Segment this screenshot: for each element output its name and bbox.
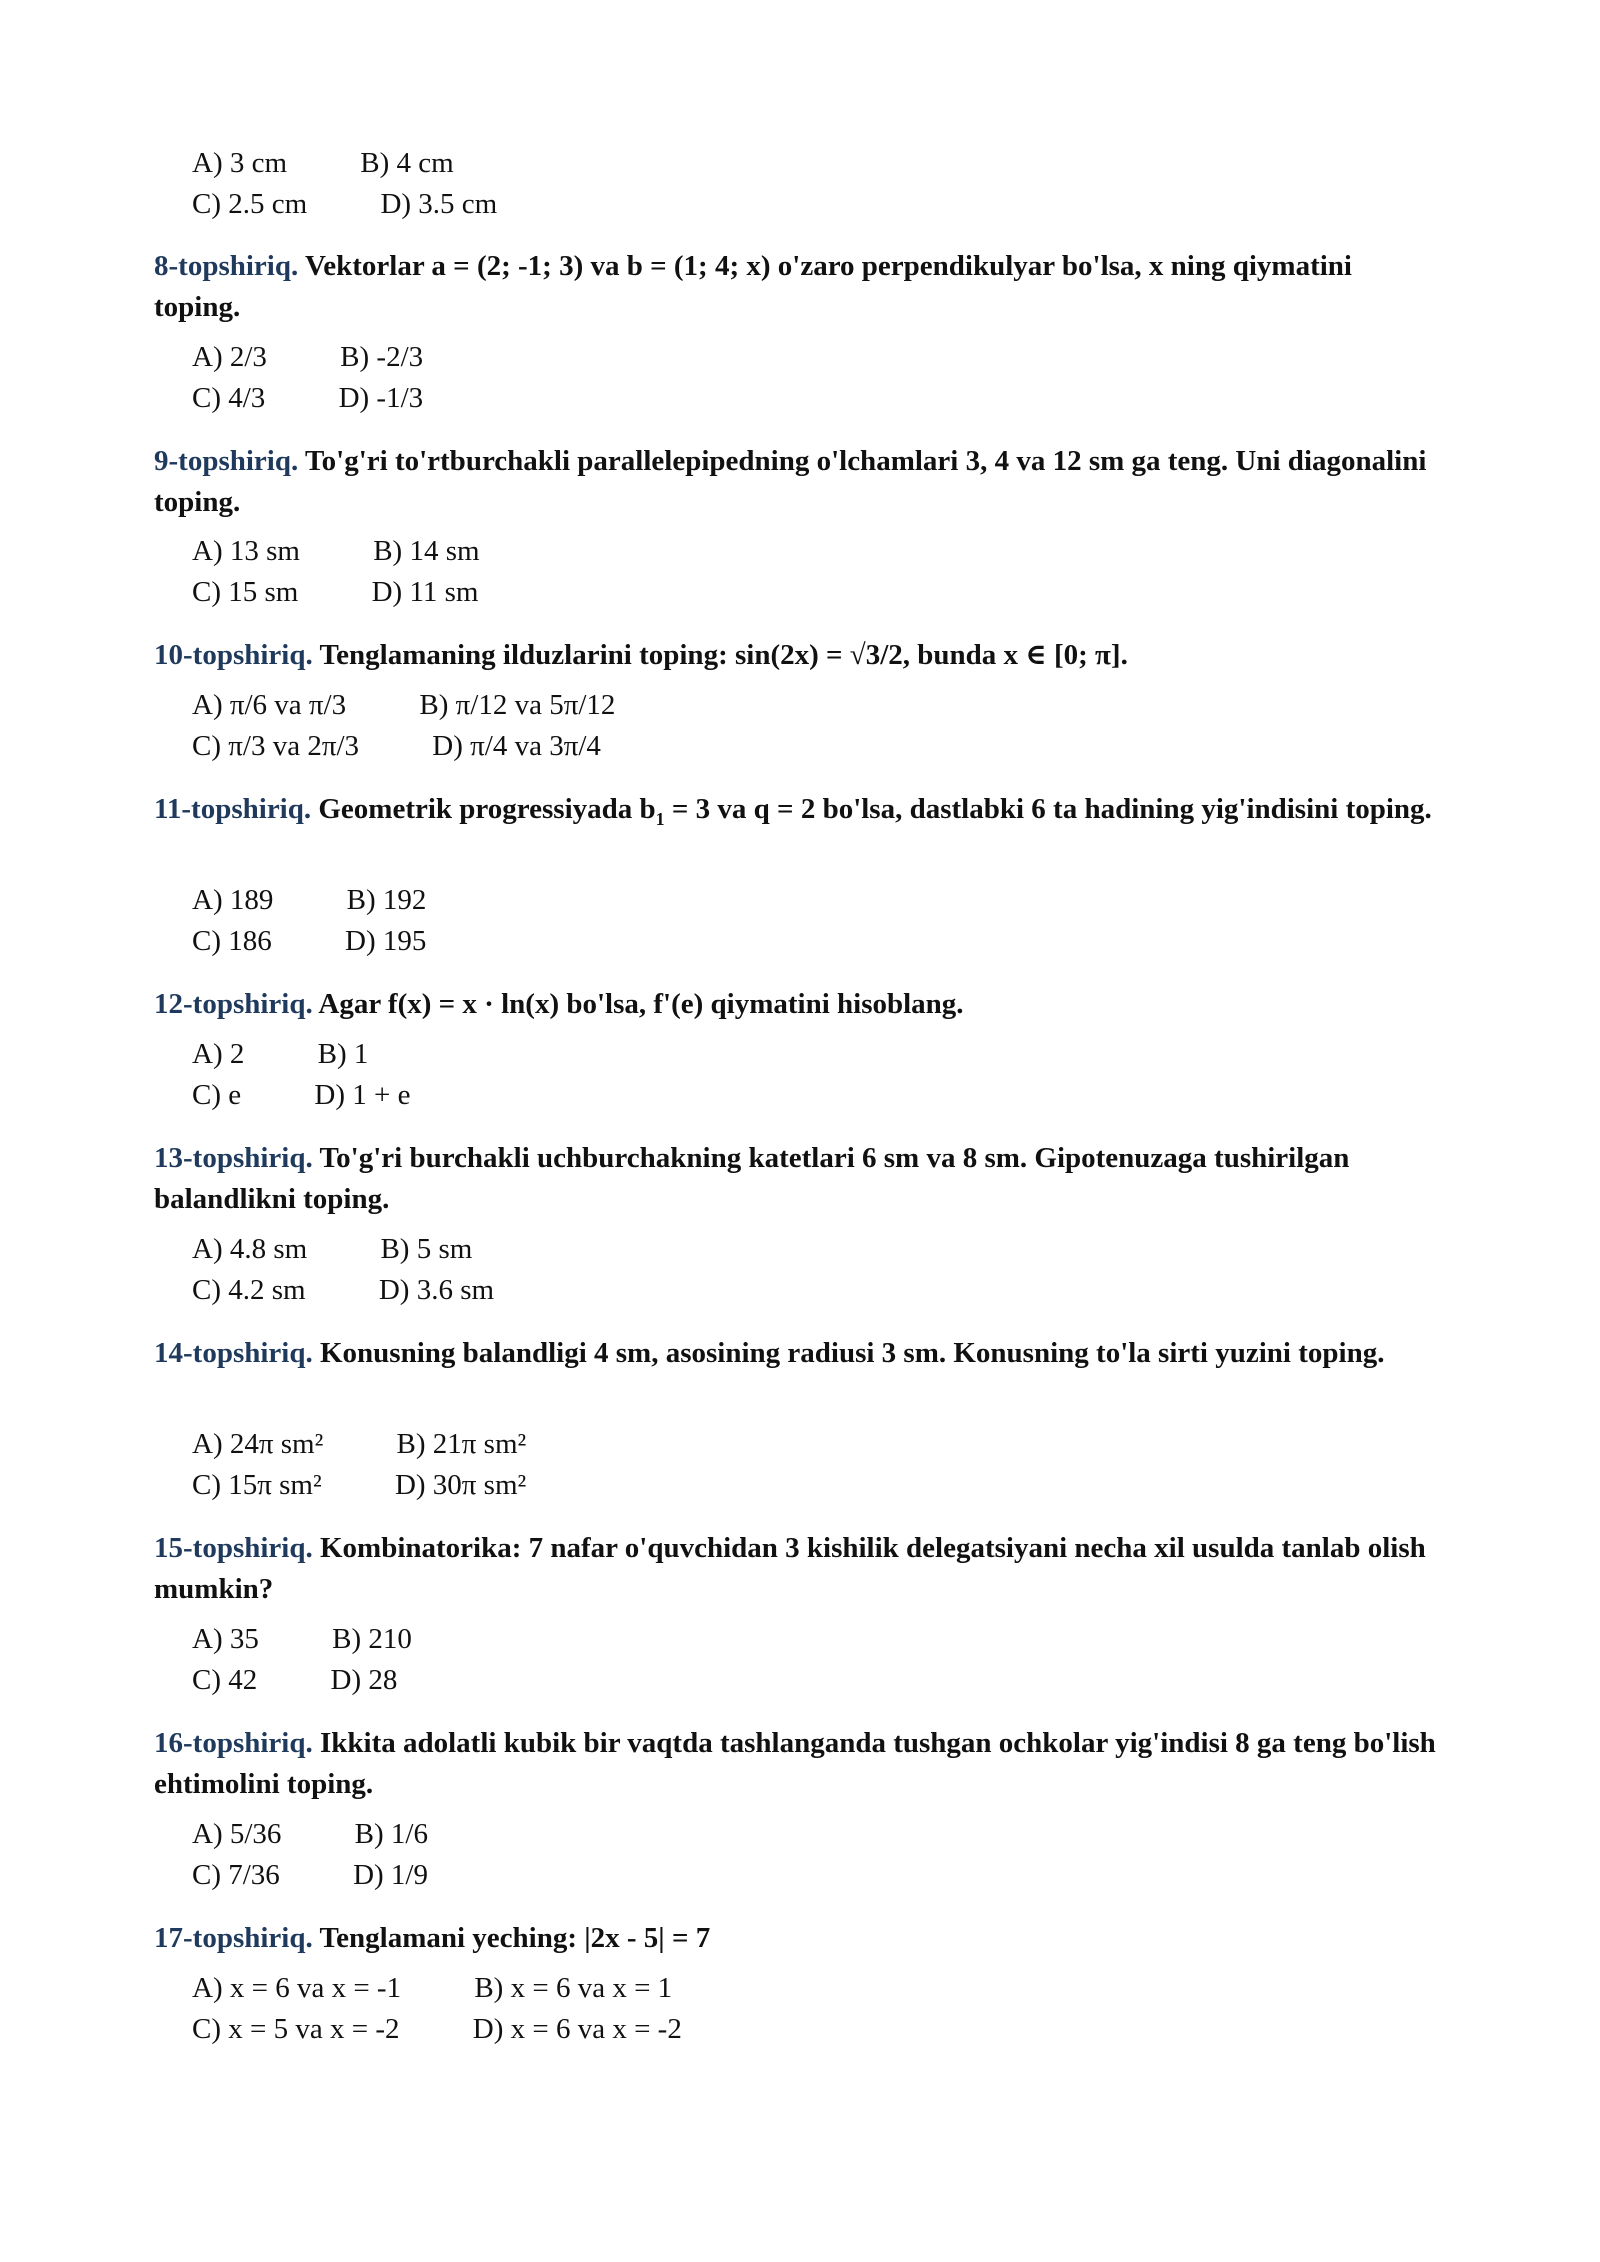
option-c: C) 2.5 cm [192, 188, 308, 220]
option-b: B) 14 sm [373, 535, 480, 567]
options-row-2 [192, 1660, 412, 1701]
task-9-options [192, 531, 480, 613]
option-a: A) 4.8 sm [192, 1233, 308, 1265]
task-17-options [192, 1968, 682, 2050]
options-row-2 [192, 184, 497, 225]
task-15-question [154, 1528, 1444, 1610]
option-b: B) 192 [346, 884, 427, 916]
task-number: 10-topshiriq. [154, 639, 313, 671]
task-number: 12-topshiriq. [154, 988, 313, 1020]
task-text: To'g'ri burchakli uchburchakning katetlari 6 sm va 8 sm. Gipotenuzaga tushirilgan balandlikni toping. [154, 1142, 1350, 1215]
options-row-1 [192, 880, 426, 921]
task-11-question [154, 789, 1444, 830]
task-12-options [192, 1034, 410, 1116]
options-row-1 [192, 1968, 682, 2009]
task-number: 13-topshiriq. [154, 1142, 313, 1174]
option-d: D) 1/9 [353, 1859, 428, 1891]
task-number: 8-topshiriq. [154, 250, 299, 282]
task-number: 11-topshiriq. [154, 793, 312, 825]
option-c: C) 4.2 sm [192, 1274, 306, 1306]
options-row-2 [192, 1855, 428, 1896]
options-row-1 [192, 143, 497, 184]
option-a: A) 2 [192, 1038, 245, 1070]
option-c: C) 186 [192, 925, 272, 957]
task-13-options [192, 1229, 494, 1311]
option-a: A) 3 cm [192, 147, 288, 179]
task-number: 14-topshiriq. [154, 1337, 313, 1369]
task-14-question [154, 1333, 1444, 1374]
task-8-options [192, 337, 423, 419]
option-b: B) π/12 va 5π/12 [419, 689, 616, 721]
task-12-question [154, 984, 1444, 1025]
option-b: B) 5 sm [380, 1233, 473, 1265]
option-b: B) -2/3 [340, 341, 424, 373]
option-d: D) π/4 va 3π/4 [432, 730, 601, 762]
options-row-1 [192, 1424, 526, 1465]
option-d: D) x = 6 va x = -2 [472, 2013, 682, 2045]
options-row-2 [192, 1465, 526, 1506]
option-b: B) 4 cm [360, 147, 454, 179]
option-c: C) 7/36 [192, 1859, 280, 1891]
option-b: B) 1/6 [354, 1818, 428, 1850]
task-text: Kombinatorika: 7 nafar o'quvchidan 3 kishilik delegatsiyani necha xil usulda tanlab olish mumkin? [154, 1532, 1426, 1605]
task-16-options [192, 1814, 428, 1896]
options-row-1 [192, 1814, 428, 1855]
option-a: A) π/6 va π/3 [192, 689, 347, 721]
options-row-2 [192, 726, 615, 767]
options-row-2 [192, 921, 426, 962]
options-row-1 [192, 685, 615, 726]
options-row-2 [192, 1270, 494, 1311]
task-number: 16-topshiriq. [154, 1727, 313, 1759]
option-c: C) 15π sm² [192, 1469, 322, 1501]
task-text: Agar f(x) = x · ln(x) bo'lsa, f'(e) qiymatini hisoblang. [318, 988, 964, 1020]
task-8-question [154, 246, 1444, 328]
task-text [318, 793, 1432, 829]
option-a: A) 13 sm [192, 535, 300, 567]
option-c: C) π/3 va 2π/3 [192, 730, 360, 762]
task-number: 9-topshiriq. [154, 445, 299, 477]
option-c: C) e [192, 1079, 242, 1111]
option-b: B) 1 [317, 1038, 369, 1070]
option-b: B) 21π sm² [396, 1428, 527, 1460]
option-a: A) 189 [192, 884, 274, 916]
task-10-options [192, 685, 615, 767]
task-text: Konusning balandligi 4 sm, asosining radiusi 3 sm. Konusning to'la sirti yuzini toping. [319, 1337, 1385, 1369]
task-number: 17-topshiriq. [154, 1922, 313, 1954]
option-c: C) 15 sm [192, 576, 299, 608]
options-row-1 [192, 337, 423, 378]
option-d: D) 3.6 sm [378, 1274, 495, 1306]
task-text: Ikkita adolatli kubik bir vaqtda tashlanganda tushgan ochkolar yig'indisi 8 ga teng bo'lish ehtimolini toping. [154, 1727, 1436, 1800]
options-row-1 [192, 1619, 412, 1660]
subscript-index: 1 [655, 808, 665, 829]
task-text: Tenglamani yeching: |2x - 5| = 7 [319, 1922, 711, 1954]
option-d: D) 3.5 cm [380, 188, 498, 220]
option-a: A) x = 6 va x = -1 [192, 1972, 402, 2004]
options-row-2 [192, 378, 423, 419]
options-row-2 [192, 572, 480, 613]
task-text: Tenglamaning ilduzlarini toping: sin(2x) = √3/2, bunda x ∈ [0; π]. [319, 639, 1128, 671]
option-b: B) x = 6 va x = 1 [474, 1972, 673, 2004]
task-16-question [154, 1723, 1444, 1805]
task-13-question [154, 1138, 1444, 1220]
option-c: C) 42 [192, 1664, 258, 1696]
task-number: 15-topshiriq. [154, 1532, 313, 1564]
option-a: A) 24π sm² [192, 1428, 324, 1460]
task-11-options [192, 880, 426, 962]
task-15-options [192, 1619, 412, 1701]
option-c: C) 4/3 [192, 382, 266, 414]
option-c: C) x = 5 va x = -2 [192, 2013, 400, 2045]
task-text-end: = 3 va q = 2 bo'lsa, dastlabki 6 ta hadining yig'indisini toping. [664, 793, 1432, 825]
option-d: D) 28 [330, 1664, 398, 1696]
option-d: D) 30π sm² [394, 1469, 527, 1501]
option-a: A) 2/3 [192, 341, 267, 373]
option-d: D) -1/3 [338, 382, 424, 414]
task-text: Vektorlar a = (2; -1; 3) va b = (1; 4; x) o'zaro perpendikulyar bo'lsa, x ning qiymatini toping. [154, 250, 1352, 323]
options-row-2 [192, 2009, 682, 2050]
option-d: D) 195 [345, 925, 427, 957]
options-row-1 [192, 531, 480, 572]
lead-options [192, 143, 497, 225]
option-a: A) 35 [192, 1623, 259, 1655]
task-text: To'g'ri to'rtburchakli parallelepipedning o'lchamlari 3, 4 va 12 sm ga teng. Uni diagonalini toping. [154, 445, 1427, 518]
options-row-2 [192, 1075, 410, 1116]
task-14-options [192, 1424, 526, 1506]
task-17-question [154, 1918, 1444, 1959]
options-row-1 [192, 1034, 410, 1075]
option-b: B) 210 [332, 1623, 412, 1655]
task-9-question [154, 441, 1444, 523]
option-d: D) 1 + e [314, 1079, 411, 1111]
task-text-start: Geometrik progressiyada b [318, 793, 656, 825]
task-10-question [154, 635, 1444, 676]
option-d: D) 11 sm [371, 576, 479, 608]
option-a: A) 5/36 [192, 1818, 282, 1850]
options-row-1 [192, 1229, 494, 1270]
